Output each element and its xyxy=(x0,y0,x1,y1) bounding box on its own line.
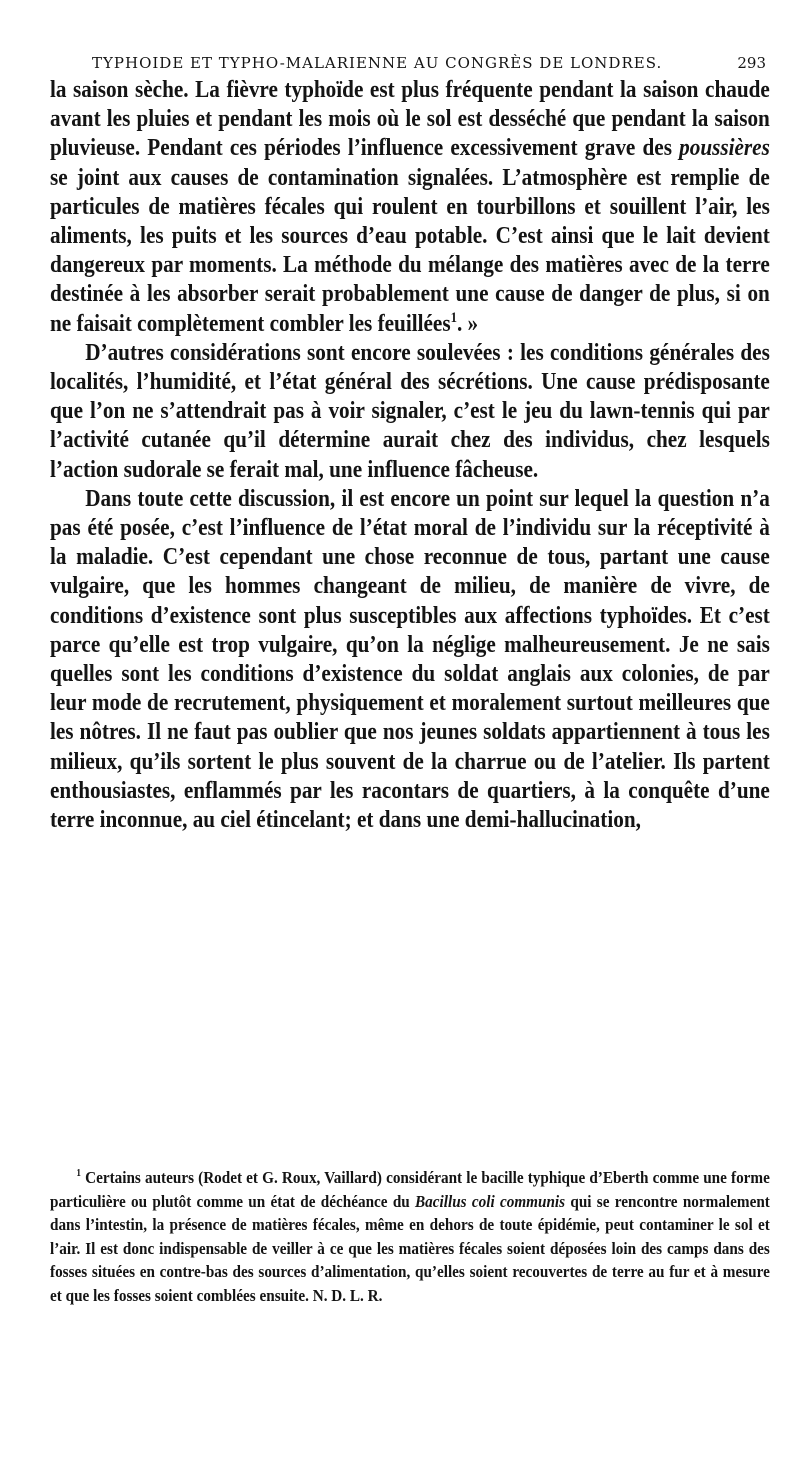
paragraph xyxy=(50,76,770,339)
paragraph xyxy=(50,339,770,485)
footnote-marker: 1 xyxy=(450,309,457,326)
page-number: 293 xyxy=(737,54,766,72)
paragraph xyxy=(50,485,770,835)
text-run: Dans toute cette discussion, il est encore un point sur lequel la question n’a pas été posée, c’est l’influence de l’état moral de l’individu sur la réceptivité à la maladie. C’est cependant une chose reconnue de tous, partant une cause vulgaire, que les hommes changeant de milieu, de manière de vivre, de conditions d’existence sont plus susceptibles aux affections typhoïdes. Et c’est parce qu’elle est trop vulgaire, qu’on la néglige malheureusement. Je ne sais quelles sont les conditions d’existence du soldat anglais aux colonies, de par leur mode de recrutement, physiquement et moralement surtout meilleures que les nôtres. Il ne faut pas oublier que nos jeunes soldats appartiennent à tous les milieux, qu’ils sortent le plus souvent de la charrue ou de l’atelier. Ils partent enthousiastes, enflammés par les racontars de quartiers, à la conquête d’une terre inconnue, au ciel étincelant; et dans une demi-hallucination, xyxy=(50,485,770,834)
italic-text: Bacillus coli communis xyxy=(415,1191,566,1211)
text-run: Certains auteurs (Rodet et G. Roux, Vaillard) considérant le bacille typhique d’Eberth comme une forme particulière ou plutôt comme un état de déchéance du xyxy=(50,1168,770,1211)
page xyxy=(50,36,770,835)
footnotes xyxy=(50,1166,770,1308)
footnote xyxy=(50,1166,770,1308)
text-run: D’autres considérations sont encore soulevées : les conditions générales des localités, l’humidité, et l’état général des sécrétions. Une cause prédisposante que l’on ne s’attendrait pas à voir signaler, c’est le jeu du lawn-tennis qui par l’activité cutanée qu’il détermine aurait chez des individus, chez lesquels l’action sudorale se ferait mal, une influence fâcheuse. xyxy=(50,339,770,483)
text-run: se joint aux causes de contamination signalées. L’atmosphère est remplie de particules de matières fécales qui roulent en tourbillons et souillent l’air, les aliments, les puits et les sources d’eau potable. C’est ainsi que le lait devient dangereux par moments. La méthode du mélange des matières avec de la terre destinée à les absorber serait probablement une cause de danger de plus, si on ne faisait complètement combler les feuillées xyxy=(50,164,770,337)
text-run: qui se rencontre normalement dans l’intestin, la présence de matières fécales, même en dehors de toute épidémie, peut contaminer le sol et l’air. Il est donc indispensable de veiller à ce que les matières fécales soient déposées loin des camps dans des fosses situées en contre-bas des sources d’alimentation, qu’elles soient recouvertes de terre au fur et à mesure et que les fosses soient comblées ensuite. N. D. L. R. xyxy=(50,1191,770,1305)
text-run: la saison sèche. La fièvre typhoïde est plus fréquente pendant la saison chaude avant les pluies et pendant les mois où le sol est desséché que pendant la saison pluvieuse. Pendant ces périodes l’influence excessivement grave des xyxy=(50,77,770,162)
running-title: TYPHOIDE ET TYPHO-MALARIENNE AU CONGRÈS DE LONDRES. xyxy=(92,54,663,72)
footnote-marker: 1 xyxy=(76,1168,81,1180)
running-header xyxy=(50,36,770,76)
body-text xyxy=(50,76,770,835)
italic-text: poussières xyxy=(679,135,770,162)
text-run: . » xyxy=(456,310,479,337)
